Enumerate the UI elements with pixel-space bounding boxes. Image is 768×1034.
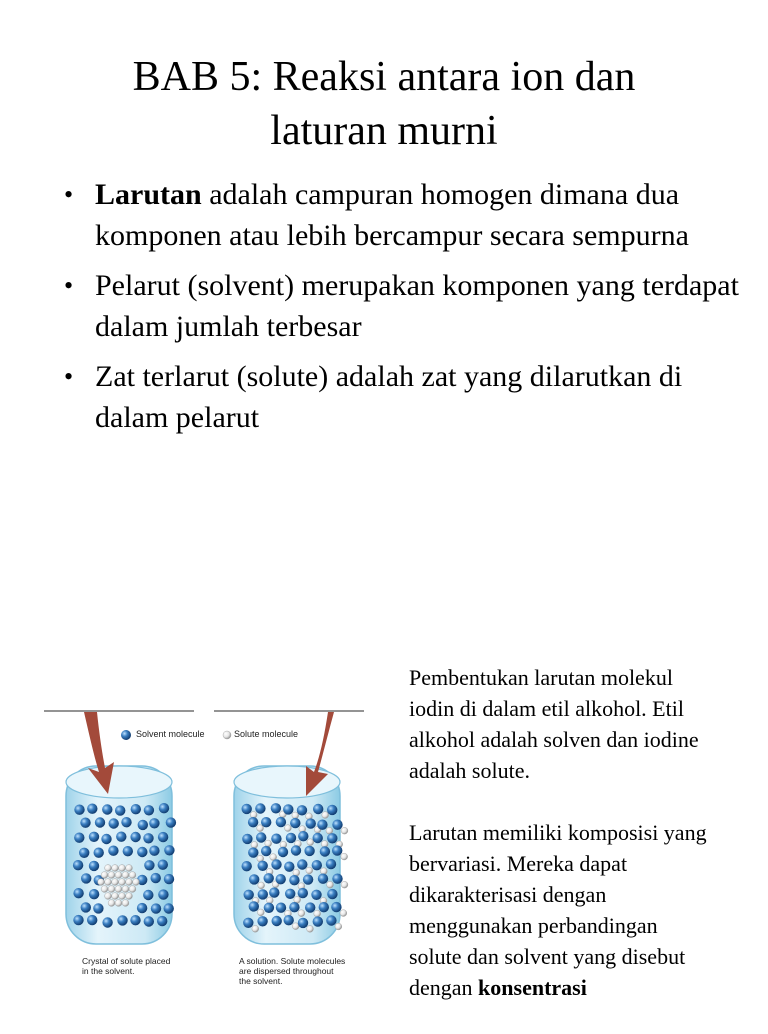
- caption-left-line2: in the solvent.: [82, 966, 135, 976]
- solvent-molecule: [101, 834, 111, 844]
- solvent-molecule: [303, 874, 313, 884]
- solute-molecule: [340, 910, 347, 917]
- solute-molecule: [285, 825, 292, 832]
- solvent-molecule: [242, 834, 252, 844]
- solute-molecule: [122, 900, 129, 907]
- solute-molecule: [101, 872, 108, 879]
- solvent-molecule: [102, 804, 112, 814]
- bullet-list: [62, 174, 742, 447]
- caption-left: [82, 956, 170, 976]
- solvent-molecule: [244, 890, 254, 900]
- solvent-molecule: [278, 847, 288, 857]
- solvent-molecule: [81, 873, 91, 883]
- solute-molecule: [326, 827, 333, 834]
- bullet-text: adalah campuran homogen dimana dua komponen atau lebih bercampur secara sempurna: [95, 178, 689, 252]
- slide-title: [0, 50, 768, 158]
- solute-molecule: [112, 879, 119, 886]
- solute-molecule: [98, 879, 105, 886]
- solvent-molecule: [117, 915, 127, 925]
- solvent-molecule: [243, 918, 253, 928]
- solvent-molecule: [149, 846, 159, 856]
- solvent-molecule: [257, 916, 267, 926]
- solvent-molecule: [297, 859, 307, 869]
- solvent-molecule: [151, 903, 161, 913]
- solvent-molecule: [89, 832, 99, 842]
- solvent-molecule: [320, 846, 330, 856]
- bullet-bold-term: Larutan: [95, 178, 202, 211]
- solvent-molecule: [297, 805, 307, 815]
- solvent-molecule: [74, 833, 84, 843]
- solute-molecule: [322, 812, 329, 819]
- solvent-molecule: [137, 847, 147, 857]
- slide-title-line1: BAB 5: Reaksi antara ion dan: [132, 54, 636, 100]
- solvent-molecule: [130, 915, 140, 925]
- solvent-molecule: [74, 805, 84, 815]
- solute-molecule: [112, 893, 119, 900]
- solvent-molecule: [130, 832, 140, 842]
- solution-figure: [44, 708, 366, 998]
- side-paragraph-1: Pembentukan larutan molekul iodin di dalam etil alkohol. Etil alkohol adalah solven dan iodine adalah solute.: [409, 665, 699, 783]
- solute-molecule: [129, 872, 136, 879]
- solvent-molecule: [109, 818, 119, 828]
- solvent-molecule: [144, 916, 154, 926]
- solvent-molecule: [158, 832, 168, 842]
- solvent-molecule: [123, 846, 133, 856]
- solute-molecule: [126, 879, 133, 886]
- solute-molecule: [265, 840, 272, 847]
- solvent-molecule: [93, 903, 103, 913]
- solvent-molecule: [298, 918, 308, 928]
- solute-molecule: [341, 827, 348, 834]
- caption-right: [239, 956, 345, 986]
- solvent-molecule: [331, 902, 341, 912]
- solvent-molecule: [332, 845, 342, 855]
- solute-molecule: [108, 900, 115, 907]
- caption-right-line3: the solvent.: [239, 976, 283, 986]
- solvent-molecule: [305, 902, 315, 912]
- solute-molecule: [341, 881, 348, 888]
- solute-molecule: [108, 872, 115, 879]
- solvent-molecule: [285, 889, 295, 899]
- solute-molecule-legend-icon: [223, 731, 231, 739]
- solvent-molecule: [289, 902, 299, 912]
- solvent-molecule: [121, 817, 131, 827]
- solute-molecule: [129, 886, 136, 893]
- solvent-molecule: [95, 817, 105, 827]
- solvent-molecule: [276, 874, 286, 884]
- solvent-molecule: [249, 901, 259, 911]
- solute-molecule: [115, 872, 122, 879]
- solvent-molecule: [286, 833, 296, 843]
- solute-molecule: [119, 893, 126, 900]
- side-paragraph-2: [409, 817, 709, 1003]
- solvent-molecule: [143, 890, 153, 900]
- bullet-text: Pelarut (solvent) merupakan komponen yang terdapat dalam jumlah terbesar: [95, 269, 739, 343]
- solute-molecule: [258, 882, 265, 889]
- solvent-molecule: [248, 847, 258, 857]
- solvent-molecule: [116, 832, 126, 842]
- solute-molecule: [112, 865, 119, 872]
- solvent-molecule: [242, 804, 252, 814]
- solvent-molecule: [298, 888, 308, 898]
- solvent-molecule: [312, 860, 322, 870]
- solvent-molecule: [166, 817, 176, 827]
- solute-molecule: [126, 865, 133, 872]
- solute-molecule: [122, 886, 129, 893]
- legend-solvent: Solvent molecule: [136, 729, 205, 739]
- solvent-molecule: [138, 820, 148, 830]
- solvent-molecule: [89, 889, 99, 899]
- bullet-item-pelarut: [62, 265, 742, 347]
- slide-title-line2: laturan murni: [270, 108, 498, 154]
- solvent-molecule: [151, 873, 161, 883]
- solvent-molecule: [249, 874, 259, 884]
- solvent-molecule: [313, 804, 323, 814]
- solute-molecule: [307, 839, 314, 846]
- solvent-molecule: [79, 848, 89, 858]
- solvent-molecule: [291, 845, 301, 855]
- solute-molecule: [105, 865, 112, 872]
- solute-molecule: [101, 886, 108, 893]
- solvent-molecule: [73, 888, 83, 898]
- solvent-molecule: [264, 903, 274, 913]
- caption-left-line1: Crystal of solute placed: [82, 956, 171, 966]
- solvent-molecule: [319, 902, 329, 912]
- solvent-molecule: [81, 902, 91, 912]
- solvent-molecule: [261, 817, 271, 827]
- figure-illustration: [44, 708, 366, 998]
- solvent-molecule: [327, 889, 337, 899]
- solvent-molecule: [284, 915, 294, 925]
- solvent-molecule: [137, 903, 147, 913]
- solvent-molecule: [73, 860, 83, 870]
- solvent-molecule: [258, 861, 268, 871]
- solvent-molecule: [271, 803, 281, 813]
- solvent-molecule: [272, 916, 282, 926]
- solute-molecule: [307, 926, 314, 933]
- solvent-molecule: [80, 818, 90, 828]
- solvent-molecule: [144, 805, 154, 815]
- solvent-molecule: [258, 889, 268, 899]
- solvent-molecule: [158, 860, 168, 870]
- solute-molecule: [122, 872, 129, 879]
- solvent-molecule: [304, 846, 314, 856]
- solvent-molecule: [158, 889, 168, 899]
- solvent-molecule: [327, 833, 337, 843]
- bullet-icon: •: [64, 180, 74, 209]
- solvent-molecule: [149, 818, 159, 828]
- solvent-molecule: [164, 845, 174, 855]
- solvent-molecule: [102, 917, 112, 927]
- solute-molecule: [251, 842, 258, 849]
- solvent-molecule: [313, 833, 323, 843]
- solvent-molecule: [261, 846, 271, 856]
- beaker-right: [234, 712, 348, 944]
- solvent-molecule: [326, 915, 336, 925]
- solute-molecule: [108, 886, 115, 893]
- solvent-molecule: [242, 861, 252, 871]
- side-paragraph-2-bold: konsentrasi: [478, 975, 587, 1000]
- solute-molecule: [133, 879, 140, 886]
- solute-molecule: [335, 923, 342, 930]
- solvent-molecule: [311, 890, 321, 900]
- side-description: [409, 662, 709, 1034]
- caption-right-line2: are dispersed throughout: [239, 966, 334, 976]
- solvent-molecule: [164, 903, 174, 913]
- solute-molecule: [306, 867, 313, 874]
- solvent-molecule: [164, 874, 174, 884]
- solvent-molecule: [332, 820, 342, 830]
- caption-right-line1: A solution. Solute molecules: [239, 956, 346, 966]
- solvent-molecule: [87, 915, 97, 925]
- solute-molecule: [257, 909, 264, 916]
- solvent-molecule: [271, 834, 281, 844]
- solvent-molecule: [108, 846, 118, 856]
- solvent-molecule: [144, 860, 154, 870]
- solvent-molecule: [317, 820, 327, 830]
- solvent-molecule: [271, 859, 281, 869]
- solvent-molecule: [289, 875, 299, 885]
- solvent-molecule: [276, 903, 286, 913]
- solvent-molecule: [73, 915, 83, 925]
- solvent-molecule: [87, 804, 97, 814]
- solvent-molecule: [313, 916, 323, 926]
- bullet-item-larutan: [62, 174, 742, 256]
- solute-molecule: [314, 910, 321, 917]
- bullet-item-zat-terlarut: [62, 356, 742, 438]
- bullet-text: Zat terlarut (solute) adalah zat yang dilarutkan di dalam pelarut: [95, 360, 683, 434]
- solvent-molecule: [326, 859, 336, 869]
- solvent-molecule: [332, 874, 342, 884]
- solvent-molecule: [255, 803, 265, 813]
- solute-molecule: [327, 881, 334, 888]
- solvent-molecule: [269, 887, 279, 897]
- solvent-molecule: [276, 817, 286, 827]
- solute-molecule: [119, 879, 126, 886]
- solvent-molecule: [264, 873, 274, 883]
- side-paragraph-2-text: Larutan memiliki komposisi yang bervariasi. Mereka dapat dikarakterisasi dengan menggunakan perbandingan solute dan solvent yang disebut dengan: [409, 820, 707, 1000]
- solute-molecule: [126, 893, 133, 900]
- solvent-molecule: [157, 916, 167, 926]
- solute-molecule: [119, 865, 126, 872]
- solvent-molecule: [89, 861, 99, 871]
- solvent-molecule: [131, 804, 141, 814]
- bullet-icon: •: [64, 271, 74, 300]
- bullet-icon: •: [64, 362, 74, 391]
- solute-molecule: [298, 910, 305, 917]
- solvent-molecule: [94, 848, 104, 858]
- solvent-molecule: [290, 818, 300, 828]
- solvent-molecule: [115, 805, 125, 815]
- solvent-molecule: [256, 832, 266, 842]
- solute-molecule: [105, 879, 112, 886]
- solvent-molecule: [248, 817, 258, 827]
- solvent-molecule: [283, 804, 293, 814]
- solvent-molecule: [143, 833, 153, 843]
- solvent-molecule: [306, 818, 316, 828]
- solvent-molecule: [159, 803, 169, 813]
- solute-molecule: [115, 900, 122, 907]
- solvent-molecule: [298, 831, 308, 841]
- legend-solute: Solute molecule: [234, 729, 299, 739]
- beaker-left: [66, 712, 176, 944]
- solvent-molecule-legend-icon: [121, 730, 131, 740]
- solute-molecule: [115, 886, 122, 893]
- solvent-molecule: [318, 874, 328, 884]
- solvent-molecule: [284, 862, 294, 872]
- solvent-molecule: [327, 805, 337, 815]
- solute-molecule: [252, 925, 259, 932]
- solute-molecule: [105, 893, 112, 900]
- solute-molecule: [341, 853, 348, 860]
